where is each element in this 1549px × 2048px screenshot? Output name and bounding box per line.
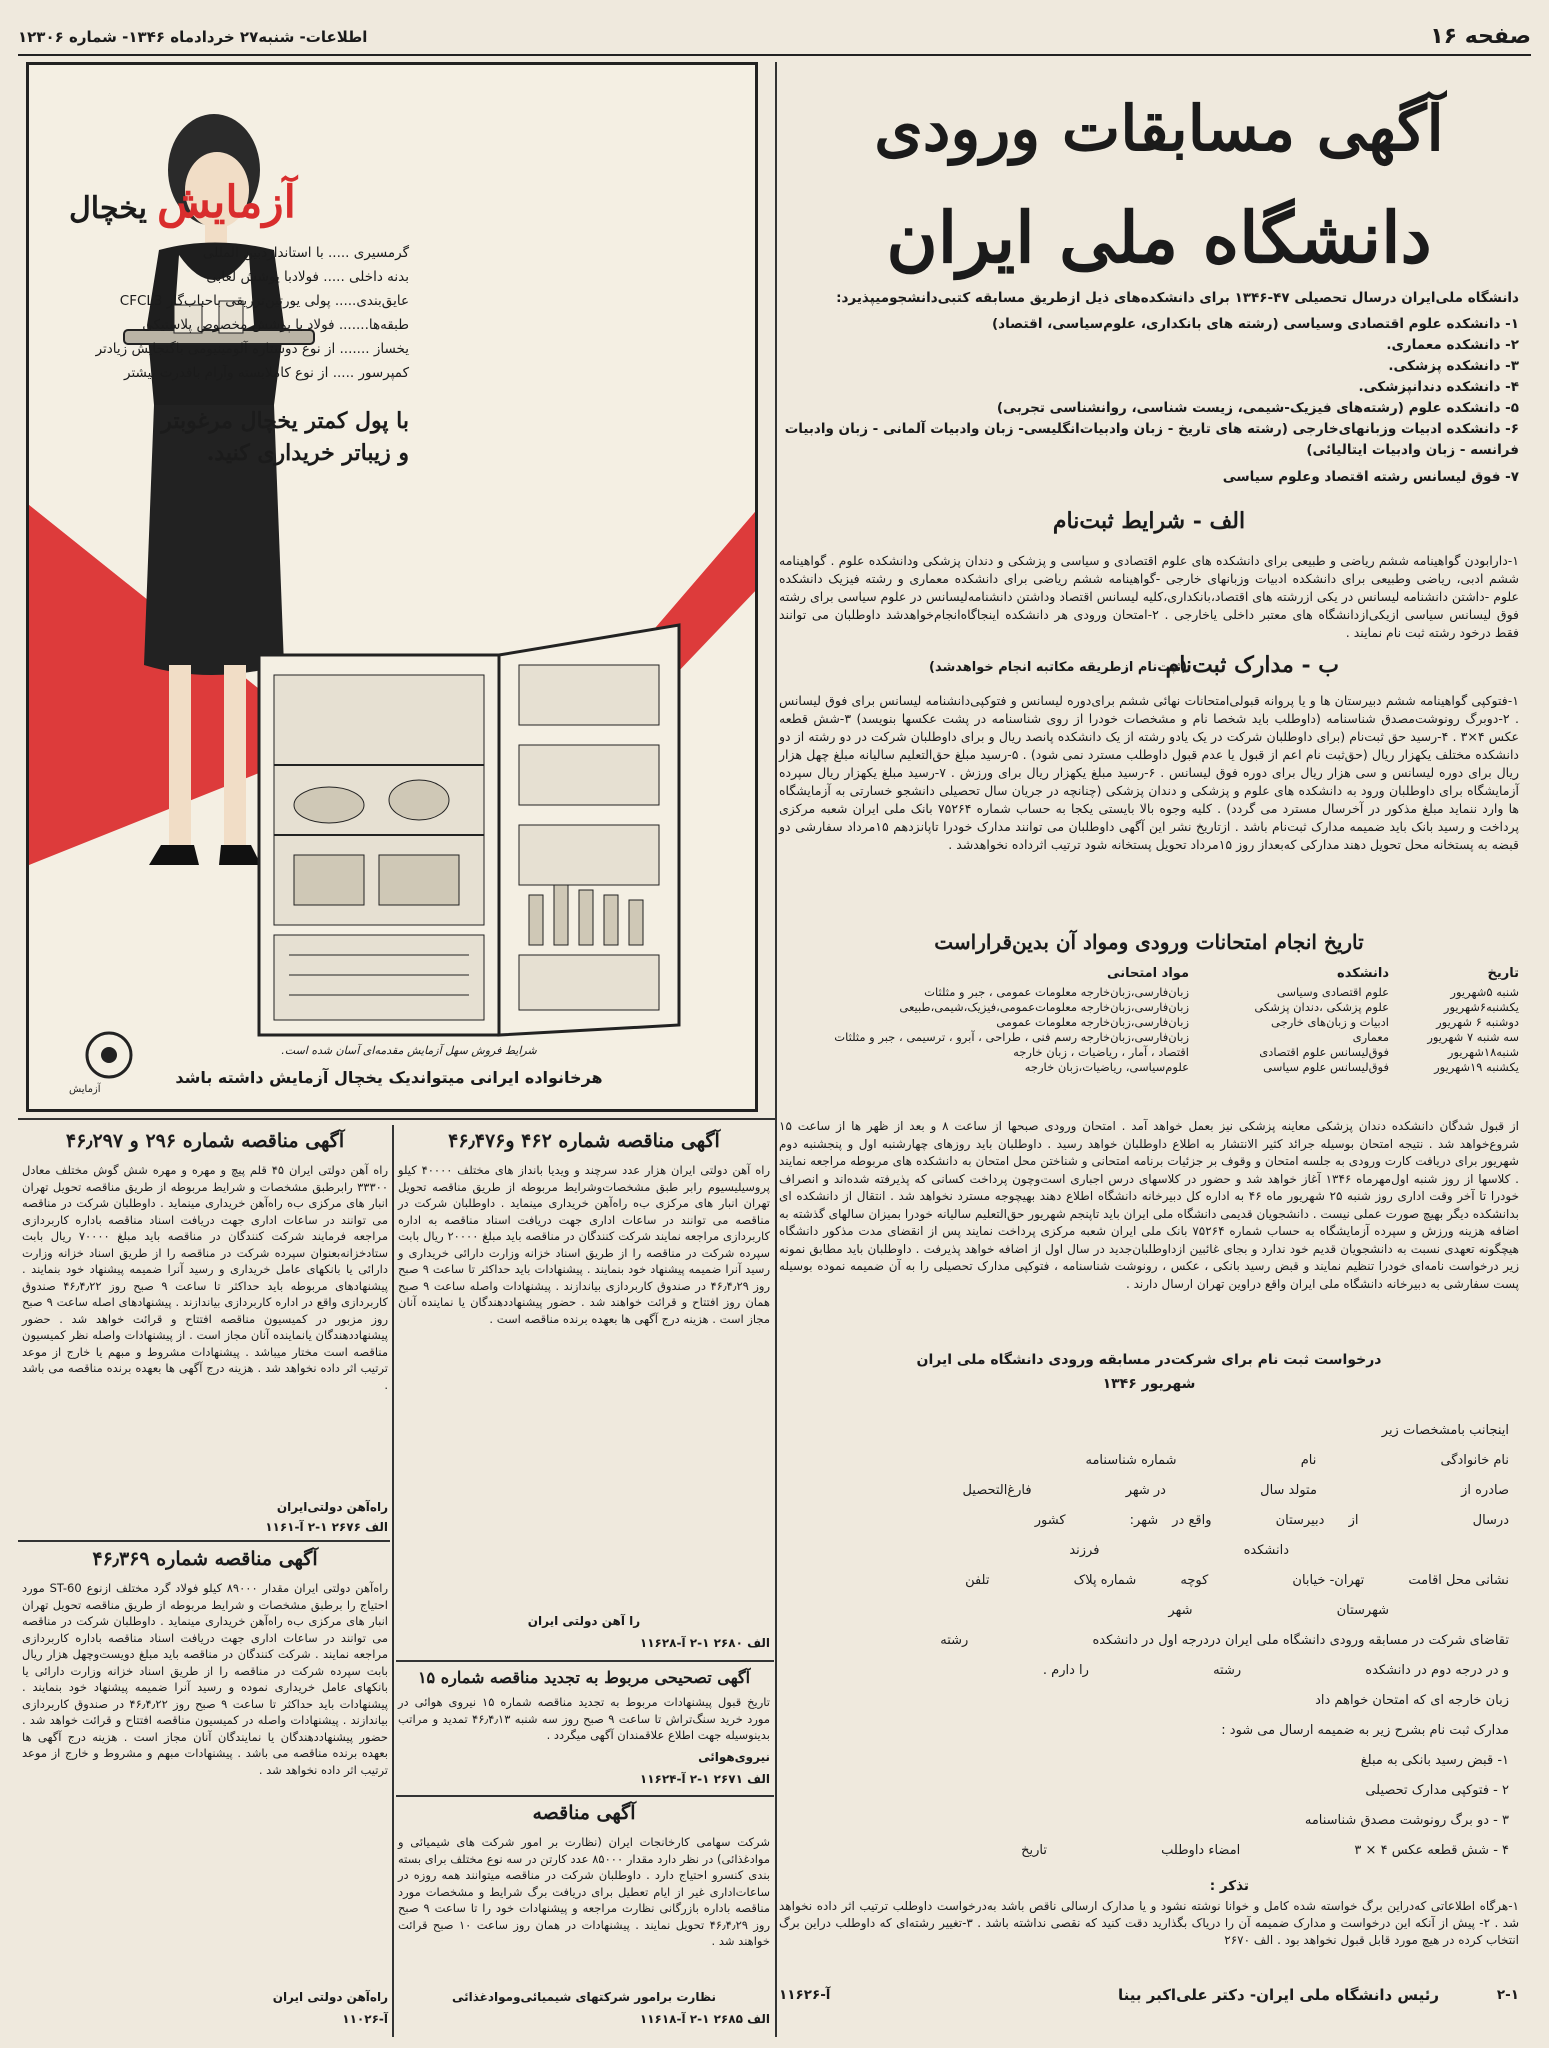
form-field-label: شماره شناسنامه [1085,1453,1177,1468]
schedule-cell: دوشنبه ۶ شهریور [1436,1015,1519,1029]
table-row [779,1000,1519,1015]
refrigerator-ad [26,62,758,1112]
tender-2-title: آگهی مناقصه شماره ۴۶۲ و۴۶٫۴۷۶ [448,1130,720,1152]
faculty-list [779,314,1519,488]
schedule-table-wrap [779,966,1519,1075]
tender-4-title: آگهی تصحیحی مربوط به تجدید مناقصه شماره ۱۵ [417,1668,751,1687]
form-line [789,1506,1509,1536]
ad-feature: یخساز ....... از نوع دوستاره آلومینیومی باگنجایش زیادتر [95,341,409,357]
schedule-cell: یکشنبه۶شهریور [1443,1000,1519,1014]
form-field-label: فرزند [1069,1543,1100,1558]
form-field-label: مدارک ثبت نام بشرح زیر به ضمیمه ارسال می شود : [1221,1723,1509,1738]
form-field-label: فارغ‌التحصیل [962,1483,1032,1498]
schedule-cell: یکشنبه ۱۹شهریور [1434,1060,1519,1074]
form-field-label: شهرستان [1336,1603,1389,1618]
column-divider-left [392,1125,394,2037]
schedule-cell: سه شنبه ۷ شهریور [1427,1030,1519,1044]
ad-logo-text: آزمایش [69,1084,101,1095]
section-a-text: ۱-دارابودن گواهینامه ششم ریاضی و طبیعی برای دانشکده های علوم اقتصادی و سیاسی و پزشکی و دندان پزشکی ودانشکده علوم . گواهینامه ششم ادبی، ریاضی وطبیعی برای دانشکده ادبیات وزبانهای خارجی -گواهینامه ششم ریاضی برای دانشکده معماری و رشته فیزیک دانشکده علوم -داشتن دانشنامه لیسانس در یکی ازرشته های اقتصاد،بانکداری،کلیه لیسانس اقتصاد وداشتن دانشنامه‌لیسانس در علوم سیاسی برای رشته فوق لیسانس سیاسی ازیکی‌ازدانشگاه های معتبر داخلی یاخارجی . ۲-امتحان ورودی هر دانشکده اینجا‌گاه‌انجام‌خواهدشد داوطلبان می توانند فقط درخود رشته ثبت نام نمایند . [779,553,1519,640]
schedule-cell: فوق‌لیسانس علوم اقتصادی [1259,1045,1389,1059]
page-number: صفحه ۱۶ [1430,24,1531,49]
form-line [789,1476,1509,1506]
tender-1-signature: راه‌آهن دولتی‌ایران [276,1500,388,1514]
form-field-label: تهران- خیابان [1292,1573,1365,1588]
schedule-cell: زبان‌فارسی،زبان‌خارجه رسم فنی ، طراحی ، آبرو ، ترسیمی ، جبر و مثلثات [834,1030,1189,1044]
ad-brand-name: آزمایش [157,177,296,228]
form-field-label: امضاء داوطلب [1161,1843,1241,1858]
form-field-label: تلفن [965,1573,990,1588]
schedule-cell: اقتصاد ، آمار ، ریاضیات ، زبان خارجه [1013,1045,1189,1059]
form-line [789,1446,1509,1476]
ad-feature: طبقه‌ها....... فولاد با پوشش مخصوص پلاستیکی [142,317,409,333]
form-line [789,1776,1509,1806]
notice-subtitle: دانشگاه ملی ایران [886,196,1432,279]
table-row [779,1060,1519,1075]
notice-footer [779,1985,1519,2007]
form-field-label: درسال [1472,1513,1509,1528]
application-form [789,1416,1509,1866]
form-field-label: نام [1300,1453,1317,1468]
form-field-label: دانشکده [1243,1543,1289,1558]
ad-feature: بدنه داخلی ..... فولادبا پوشش لعابی [206,269,409,285]
form-field-label: ۴ - شش قطعه عکس ۴ × ۳ [1354,1843,1509,1858]
footer-code: ۲-۱ [1496,1987,1519,2003]
faculty-item: ۳- دانشکده پزشکی. [1388,358,1519,374]
schedule-title: تاریخ انجام امتحانات ورودی ومواد آن بدین‌قراراست [934,930,1364,954]
table-row [779,1045,1519,1060]
tender-divider-2 [396,1660,774,1662]
schedule-cell: زبان‌فارسی،زبان‌خارجه معلومات‌عمومی،فیزیک،شیمی،طبیعی [899,1000,1189,1014]
schedule-table [779,966,1519,1075]
post-schedule-text: از قبول شدگان دانشکده دندان پزشکی معاینه پزشکی نیز بعمل خواهد آمد . امتحان ورودی صبحها از ساعت ۸ و بعد از ظهر ها از ساعت ۱۵ شروع‌خواهد شد . نتیجه امتحان بوسیله جرائد کثیر الانتشار به اطلاع داوطلبان خواهد رسید . داوطلبان باید روزهای چهارشنبه اول و پنجشنبه دوم شهریور برای دریافت کارت ورودی به جلسه امتحان و وقوف بر جزئیات برنامه امتحانی و شناختن محل امتحان به دانشکده های مربوطه مراجعه نمایند . کلاسها از روز شنبه اول‌مهرماه ۱۳۴۶ آغاز خواهد شد و حضور در کلاسهای درس اجباری است‌وچون پرداخت کسانی که پذیرفته شده‌اند و انصراف خودرا تا آخر وقت اداری روز شنبه ۲۵ شهریور ماه ۴۶ به اداره کل دبیرخانه دانشگاه اطلاع دهند بهیچوجه مسترد نخواهد شد . انتقال از دانشکده ای بدانشکده دیگر بهیچ صورت عملی نیست . دانشجویان قدیمی دانشگاه ملی ایران باید تاپنجم شهریور حق‌التعلیم سالیانه خودرا بمیزان سالهای گذشته به اضافه هزینه ورزش و سپرده آزمایشگاه به حساب شماره ۷۵۲۶۴ بانک ملی ایران شعبه مرکزی پرداخت نمایند پس از انقضای مدت مذکور دانشگاه هیچگونه تعهدی نسبت به دانشجویان قدیم خود ندارد و بجای غائبین ازداوطلبان‌جدید در سال اول از اضافه خواهد پذیرفت . داوطلبان باید مطابق نمونه زیر درخواست نامه‌ای خودرا تنظیم نمایند و قبض رسید بانکی ، عکس ، رونوشت شناسنامه ، فتوکپی مدارک تحصیلی را به آن ضمیمه نموده بوسیله پست سفارشی به دبیرخانه دانشگاه ملی ایران واقع دراوین تهران ارسال دارند . [779,1119,1519,1291]
table-row [779,1030,1519,1045]
column-divider [775,62,777,2037]
table-row [779,1015,1519,1030]
notice-title: آگهی مسابقات ورودی [874,92,1444,165]
form-field-label: تقاضای شرکت در مسابقه ورودی دانشگاه ملی ایران دردرجه اول در دانشکده [1092,1633,1509,1648]
form-field-label: واقع در [1172,1513,1212,1528]
tender-2-signature: را آهن دولتی ایران [527,1614,641,1628]
form-field-label: نشانی محل اقامت [1408,1573,1509,1588]
form-line [789,1836,1509,1866]
schedule-cell: علوم اقتصادی وسیاسی [1276,985,1389,999]
tender-4-body: تاریخ قبول پیشنهادات مربوط به تجدید مناقصه شماره ۱۵ نیروی هوائی در مورد خرید سنگ‌تراش تا ساعت ۹ صبح روز سه شنبه ۴۶٫۴٫۱۳ تمدید و مراتب بدینوسیله جهت اطلاع علاقمندان آگهی میگردد . [398,1695,771,1742]
section-b-text: ۱-فتوکپی گواهینامه ششم دبیرستان ها و یا پروانه قبولی‌امتحانات نهائی ششم برای‌دوره لیسانس و فتوکپی‌دانشنامه لیسانس برای فوق لیسانس . ۲-دوبرگ رونوشت‌مصدق شناسنامه (داوطلب باید شخصا نام و مشخصات خودرا از روی شناسنامه در پشت عکسها بنویسد) ۳-شش قطعه عکس ۴×۳ . ۴-رسید حق ثبت‌نام (برای داوطلبان شرکت در یک یادو رشته از یک دانشکده پانصد ریال و برای داوطلبان شرکت در دو رشته از دو دانشکده مختلف یکهزار ریال (حق‌ثبت نام اعم از قبول یا عدم قبول داوطلب مسترد نمی شود) . ۵-رسید مبلغ حق‌التعلیم سالیانه مبلغ چهل هزار ریال برای دوره لیسانس و سی هزار ریال برای دوره فوق لیسانس . ۶-رسید مبلغ یکهزار ریال برای ورزش . ۷-رسید مبلغ یکهزار ریال سپرده آزمایشگاه برای داوطلبان ورود به دانشکده های علوم و پزشکی و دندان پزشکی (چنانچه در جریان سال تحصیلی دانشجو خسارتی به آزمایشگاه ها وارد ننماید مبلغ مذکور در آخرسال مسترد می گردد) . کلیه وجوه بالا بایستی یکجا به حساب شماره ۷۵۲۶۴ بانک ملی ایران شعبه مرکزی پرداخت و رسید بانک باید ضمیمه مدارک ثبت‌نام باشد . ازتاریخ نشر این آگهی داوطلبان می توانند مدارک خودرا تاپانزدهم ۱۵مرداد سفارشی دو قبضه به پستخانه محل تحویل دهند مدارکی که‌بعداز روز ۱۵مرداد تحویل پستخانه شود ترتیب اثرداده نخواهدشد . [779,693,1520,852]
faculty-item: ۱- دانشکده علوم اقتصادی وسیاسی (رشته های بانکداری، علوم‌سیاسی، اقتصاد) [992,316,1519,332]
form-line [789,1806,1509,1836]
faculty-item: ۷- فوق لیسانس رشته اقتصاد وعلوم سیاسی [1222,469,1519,485]
section-b-note: (ثبت‌نام ازطریقه مکاتبه انجام خواهدشد) [929,660,1188,675]
form-field-label: از [1348,1513,1359,1528]
tender-divider-1 [18,1540,390,1542]
schedule-cell: معماری [1352,1030,1389,1044]
form-line [789,1566,1509,1596]
schedule-cell: علوم‌سیاسی، ریاضیات،زبان خارجه [1024,1060,1189,1074]
tender-4-signature: نیروی‌هوائی [698,1750,770,1764]
form-line [789,1416,1509,1446]
form-date: شهریور ۱۳۴۶ [1102,1376,1196,1392]
tender-4-code: الف ۲۶۷۱ ۱-۲ آ-۱۱۶۲۴ [639,1772,770,1786]
schedule-cell: زبان‌فارسی،زبان‌خارجه معلومات عمومی [996,1015,1189,1029]
form-field-label: شماره پلاک [1073,1573,1137,1588]
faculty-item: ۲- دانشکده معماری. [1386,337,1519,353]
form-field-label: متولد سال [1260,1483,1317,1498]
ad-footer-text: هرخانواده ایرانی میتواندیک یخچال آزمایش داشته باشد [175,1068,603,1087]
form-field-label: کوچه [1180,1573,1209,1588]
schedule-header: تاریخ [1487,966,1519,981]
tender-3-code: آ-۱۱۰۲۶ [342,2012,388,2026]
form-line [789,1596,1509,1626]
issue-info: اطلاعات- شنبه۲۷ خردادماه ۱۳۴۶- شماره ۱۲۳۰۶ [18,28,368,46]
form-field-label: را دارم . [1042,1663,1089,1678]
form-field-label: زبان خارجه ای که امتحان خواهم داد [1315,1693,1509,1708]
ad-feature: عایق‌بندی..... پولی یورتین‌تزریقی باحباب‌گاز CFCL3 [119,293,409,309]
form-field-label: شهر [1168,1603,1193,1618]
form-field-label: رشته [1213,1663,1242,1678]
page-header [18,22,1531,56]
ad-small-text: شرایط فروش سهل آزمایش مقدمه‌ای آسان شده است. [281,1044,537,1057]
schedule-cell: علوم پزشکی ،دندان پزشکی [1254,1000,1389,1014]
schedule-cell: شنبه۱۸شهریور [1447,1045,1519,1059]
table-row [779,985,1519,1000]
schedule-cell: ادبیات و زبان‌های خارجی [1271,1015,1389,1029]
footer-code: آ-۱۱۶۲۶ [779,1987,831,2003]
tender-5-body: شرکت سهامی کارخانجات ایران (نظارت بر امور شرکت های شیمیائی و موادغذائی) در نظر دارد مقدار ۸۵۰۰۰ عدد کارتن در سه نوع مختلف برای بسته بندی کنسرو احتیاج دارد . داوطلبان شرکت در مناقصه میتوانند همه روزه در ساعات‌اداری غیر از ایام تعطیل برای دریافت برگ شرایط و مشخصات مورد مناقصه باداره بازرگانی نظارت مراجعه و پیشنهادات خود را تا ساعت ۹ صبح روز ۴۶٫۴٫۲۹ تحویل نمایند . پیشنهادات در همان روز ساعت ۱۰ صبح قرائت خواهند شد . [398,1835,770,1948]
schedule-cell: فوق‌لیسانس علوم سیاسی [1263,1060,1389,1074]
form-field-label: و در درجه دوم در دانشکده [1365,1663,1509,1678]
tender-2-code: الف ۲۶۸۰ ۱-۲ آ-۱۱۶۲۸ [639,1636,770,1650]
tender-1-code: الف ۲۶۷۶ ۱-۲ آ-۱۱۶۱ [265,1520,388,1534]
ad-feature: کمپرسور ..... از نوع کاملابسته وآرام باقدرت بیشتر [124,365,409,381]
ad-slogan-line: و زیباتر خریداری کنید. [206,440,409,466]
ad-brand-prefix: یخچال [69,191,148,226]
tender-1-body: راه آهن دولتی ایران ۴۵ قلم پیچ و مهره و مهره شش گوش مختلف معادل ۳۳۳۰۰ رابرطبق مشخصات و شرایط مربوطه از طریق مناقصه تحویل تهران انبار های مرکزی ب‌ه راه‌آهن خریداری مینماید . داوطلبان شرکت در مناقصه می توانند در ساعات اداری جهت دریافت اسناد مناقصه باداره کاربردازی مراجعه فرمایند شرکت کنندگان در مناقصه باید مبلغ ۷۰۰۰۰ ریال بابت ستادخزانه‌بعنوان سپرده شرکت در مناقصه را از طریق اسناد خزانه وزارت دارائی یا بانکهای عامل خریداری و رسید آنرا ضمیمه پیشنهاد خود بنمایند . پیشنهادهای مربوطه باید حداکثر تا ساعت ۹ صبح روز ۴۶٫۴٫۲۲ صندوق کاربردازی واقع در اداره کاربردازی بیاندازند . پیشنهادهای اصله ساعت ۹ صبح روز مزبور در کمیسیون مناقصه افتتاح و قرائت خواهد شد . حضور پیشنهاددهندگان یانماینده آنان مجاز است . از پیشنهادات واصله نظر کمیسیون مناقصه است مختار میباشد . پیشنهادات مشروط و مبهم یا خارج از موعد ترتیب اثر داده نخواهد شد . هزینه درج آگهی ها بعهده برنده مناقصه می باشد . [22,1163,388,1392]
form-field-label: شهر: [1129,1513,1159,1528]
tender-3-signature: راه‌آهن دولتی ایران [272,1990,388,2004]
form-field-label: رشته [940,1633,969,1648]
form-field-label: تاریخ [1021,1843,1047,1858]
notice-intro: دانشگاه ملی‌ایران درسال تحصیلی ۴۷-۱۳۴۶ برای دانشکده‌های ذیل ازطریق مسابقه کتبی‌دانشجومیپذیرد: [836,290,1519,306]
notes-text: ۱-هرگاه اطلاعاتی که‌دراین برگ خواسته شده کامل و خوانا نوشته نشود و یا مدارک ارسالی ناقص باشد به‌درخواست داوطلب ترتیب اثر داده نخواهد شد . ۲- پیش از آنکه این درخواست و مدارک ضمیمه آن را دریاک بگذارید دقت کنید که نقصی نداشته باشد . ۳-تغییر رشته‌ای که داوطلب دراین برگ انتخاب کرده در هیچ مورد قابل قبول نخواهد بود . الف ۲۶۷۰ [779,1899,1519,1947]
ad-bottom-rule [18,1118,775,1120]
form-line [789,1536,1509,1566]
tender-divider-3 [396,1795,774,1797]
section-b-heading-row [779,652,1519,682]
schedule-header: مواد امتحانی [1107,966,1189,981]
faculty-item: ۵- دانشکده علوم (رشته‌های فیزیک-شیمی، زیست شناسی، روانشناسی تجربی) [996,400,1519,416]
ad-feature: گرمسیری ..... با استانداردبین المللی [202,245,409,261]
form-field-label: ۱- قبض رسید بانکی به مبلغ [1360,1753,1509,1768]
tender-5-signature: نظارت برامور شرکتهای شیمیائی‌وموادغذائی [451,1990,717,2004]
tender-3-title: آگهی مناقصه شماره ۴۶٫۳۶۹ [92,1548,318,1570]
form-field-label: کشور [1034,1513,1066,1528]
form-field-label: صادره از [1461,1483,1509,1498]
form-line [789,1626,1509,1656]
section-a-heading: الف - شرایط ثبت‌نام [1052,508,1246,534]
schedule-cell: شنبه ۵شهریور [1450,985,1519,999]
schedule-header-row [779,966,1519,985]
tender-3-body: راه‌آهن دولتی ایران مقدار ۸۹۰۰۰ کیلو فولاد گرد مختلف ازنوع ST-60 مورد احتیاج را برطبق مشخصات و شرایط مربوطه از طریق مناقصه تحویل تهران انبار های مرکزی ب‌ه راه‌آهن خریداری مینماید . داوطلبان شرکت در مناقصه می توانند در ساعات اداری جهت دریافت اسناد مناقصه باداره کاربردازی مراجعه نمایند . شرکت کنندگان در مناقصه باید مبلغ دویست‌وچهل هزار ریال بابت سپرده شرکت در مناقصه را از طریق اسناد خزانه وزارت دارائی یا بانکهای عامل خریداری نموده و رسید آنرا ضمیمه پیشنهاد خود بنمایند . پیشنهادات باید حداکثر تا ساعت ۹ صبح روز ۴۶٫۴٫۲۲ در صندوق کاربردازی بیاندازند . پیشنهادات واصله در کمیسیون مناقصه افتتاح و قرائت خواهد شد . حضور پیشنهاددهندگان یا نمایندگان آنان مجاز است . هزینه درج آگهی ها بعهده برنده مناقصه می باشد . پیشنهادات مبهم و مشروط و خارج از موعد ترتیب اثر داده نخواهد شد . [22,1581,388,1777]
schedule-cell: زبان‌فارسی،زبان‌خارجه معلومات عمومی ، جبر و مثلثات [924,985,1189,999]
form-field-label: نام خانوادگی [1440,1453,1509,1468]
form-line [789,1716,1509,1746]
form-line [789,1656,1509,1686]
notes-title: تذکر : [1209,1878,1249,1894]
form-line [789,1746,1509,1776]
signature: رئیس دانشگاه ملی ایران- دکتر علی‌اکبر بینا [1118,1986,1439,2004]
form-field-label: ۳ - دو برگ رونوشت مصدق شناسنامه [1304,1813,1509,1828]
form-line [789,1686,1509,1716]
section-b-heading: ب - مدارک ثبت‌نام [1165,652,1339,678]
refrigerator-illustration [259,625,679,1035]
tender-2-body: راه آهن دولتی ایران هزار عدد سرچند و ویدیا بانداز های مختلف ۴۰۰۰۰ کیلو پروسیلیسیوم رابر طبق مشخصات‌وشرایط مربوطه از طریق مناقصه تحویل تهران انبار های مرکزی ب‌ه راه‌آهن خریداری مینماید . داوطلبان شرکت در مناقصه می توانند در ساعات اداری جهت دریافت اسناد مناقصه به اداره کاربردازی مراجعه نمایند شرکت کنندگان در مناقصه باید مبلغ ۲۰۰۰۰ ریال بابت سپرده شرکت در مناقصه را از طریق اسناد خزانه وزارت دارائی خریداری و رسید آنرا ضمیمه پیشنهاد خود بنمایند . پیشنهادات باید حداکثر تا ساعت ۹ صبح روز ۴۶٫۴٫۲۹ در صندوق کاربردازی بیاندازند . پیشنهادات واصله ساعت ۹ صبح همان روز افتتاح و قرائت خواهند شد . حضور پیشنهاددهندگان یا نماینده آنان مجاز است . هزینه درج آگهی ها بعهده برنده مناقصه است . [398,1163,770,1326]
form-field-label: اینجانب بامشخصات زیر [1381,1423,1509,1438]
form-field-label: در شهر [1125,1483,1166,1498]
form-field-label: ۲ - فتوکپی مدارک تحصیلی [1365,1783,1509,1798]
ad-slogan-line: با پول کمتر یخچال مرغوبتر [161,408,409,434]
faculty-item: ۴- دانشکده دندانپزشکی. [1358,379,1519,395]
form-title: درخواست ثبت نام برای شرکت‌در مسابقه ورودی دانشگاه ملی ایران [916,1352,1382,1368]
tender-5-title: آگهی مناقصه [532,1802,636,1824]
ad-slogan [69,405,409,469]
tender-1-title: آگهی مناقصه شماره ۲۹۶ و ۴۶٫۲۹۷ [65,1130,345,1152]
faculty-item: ۶- دانشکده ادبیات وزبانهای‌خارجی (رشته های تاریخ - زبان وادبیات‌انگلیسی- زبان وادبیات آلمانی - زبان وادبیات فرانسه - زبان وادبیات ایتالیائی) [784,421,1519,458]
form-field-label: دبیرستان [1275,1513,1325,1528]
tender-5-code: الف ۲۶۸۵ ۱-۲ آ-۱۱۶۱۸ [639,2012,770,2026]
schedule-header: دانشکده [1337,966,1389,981]
